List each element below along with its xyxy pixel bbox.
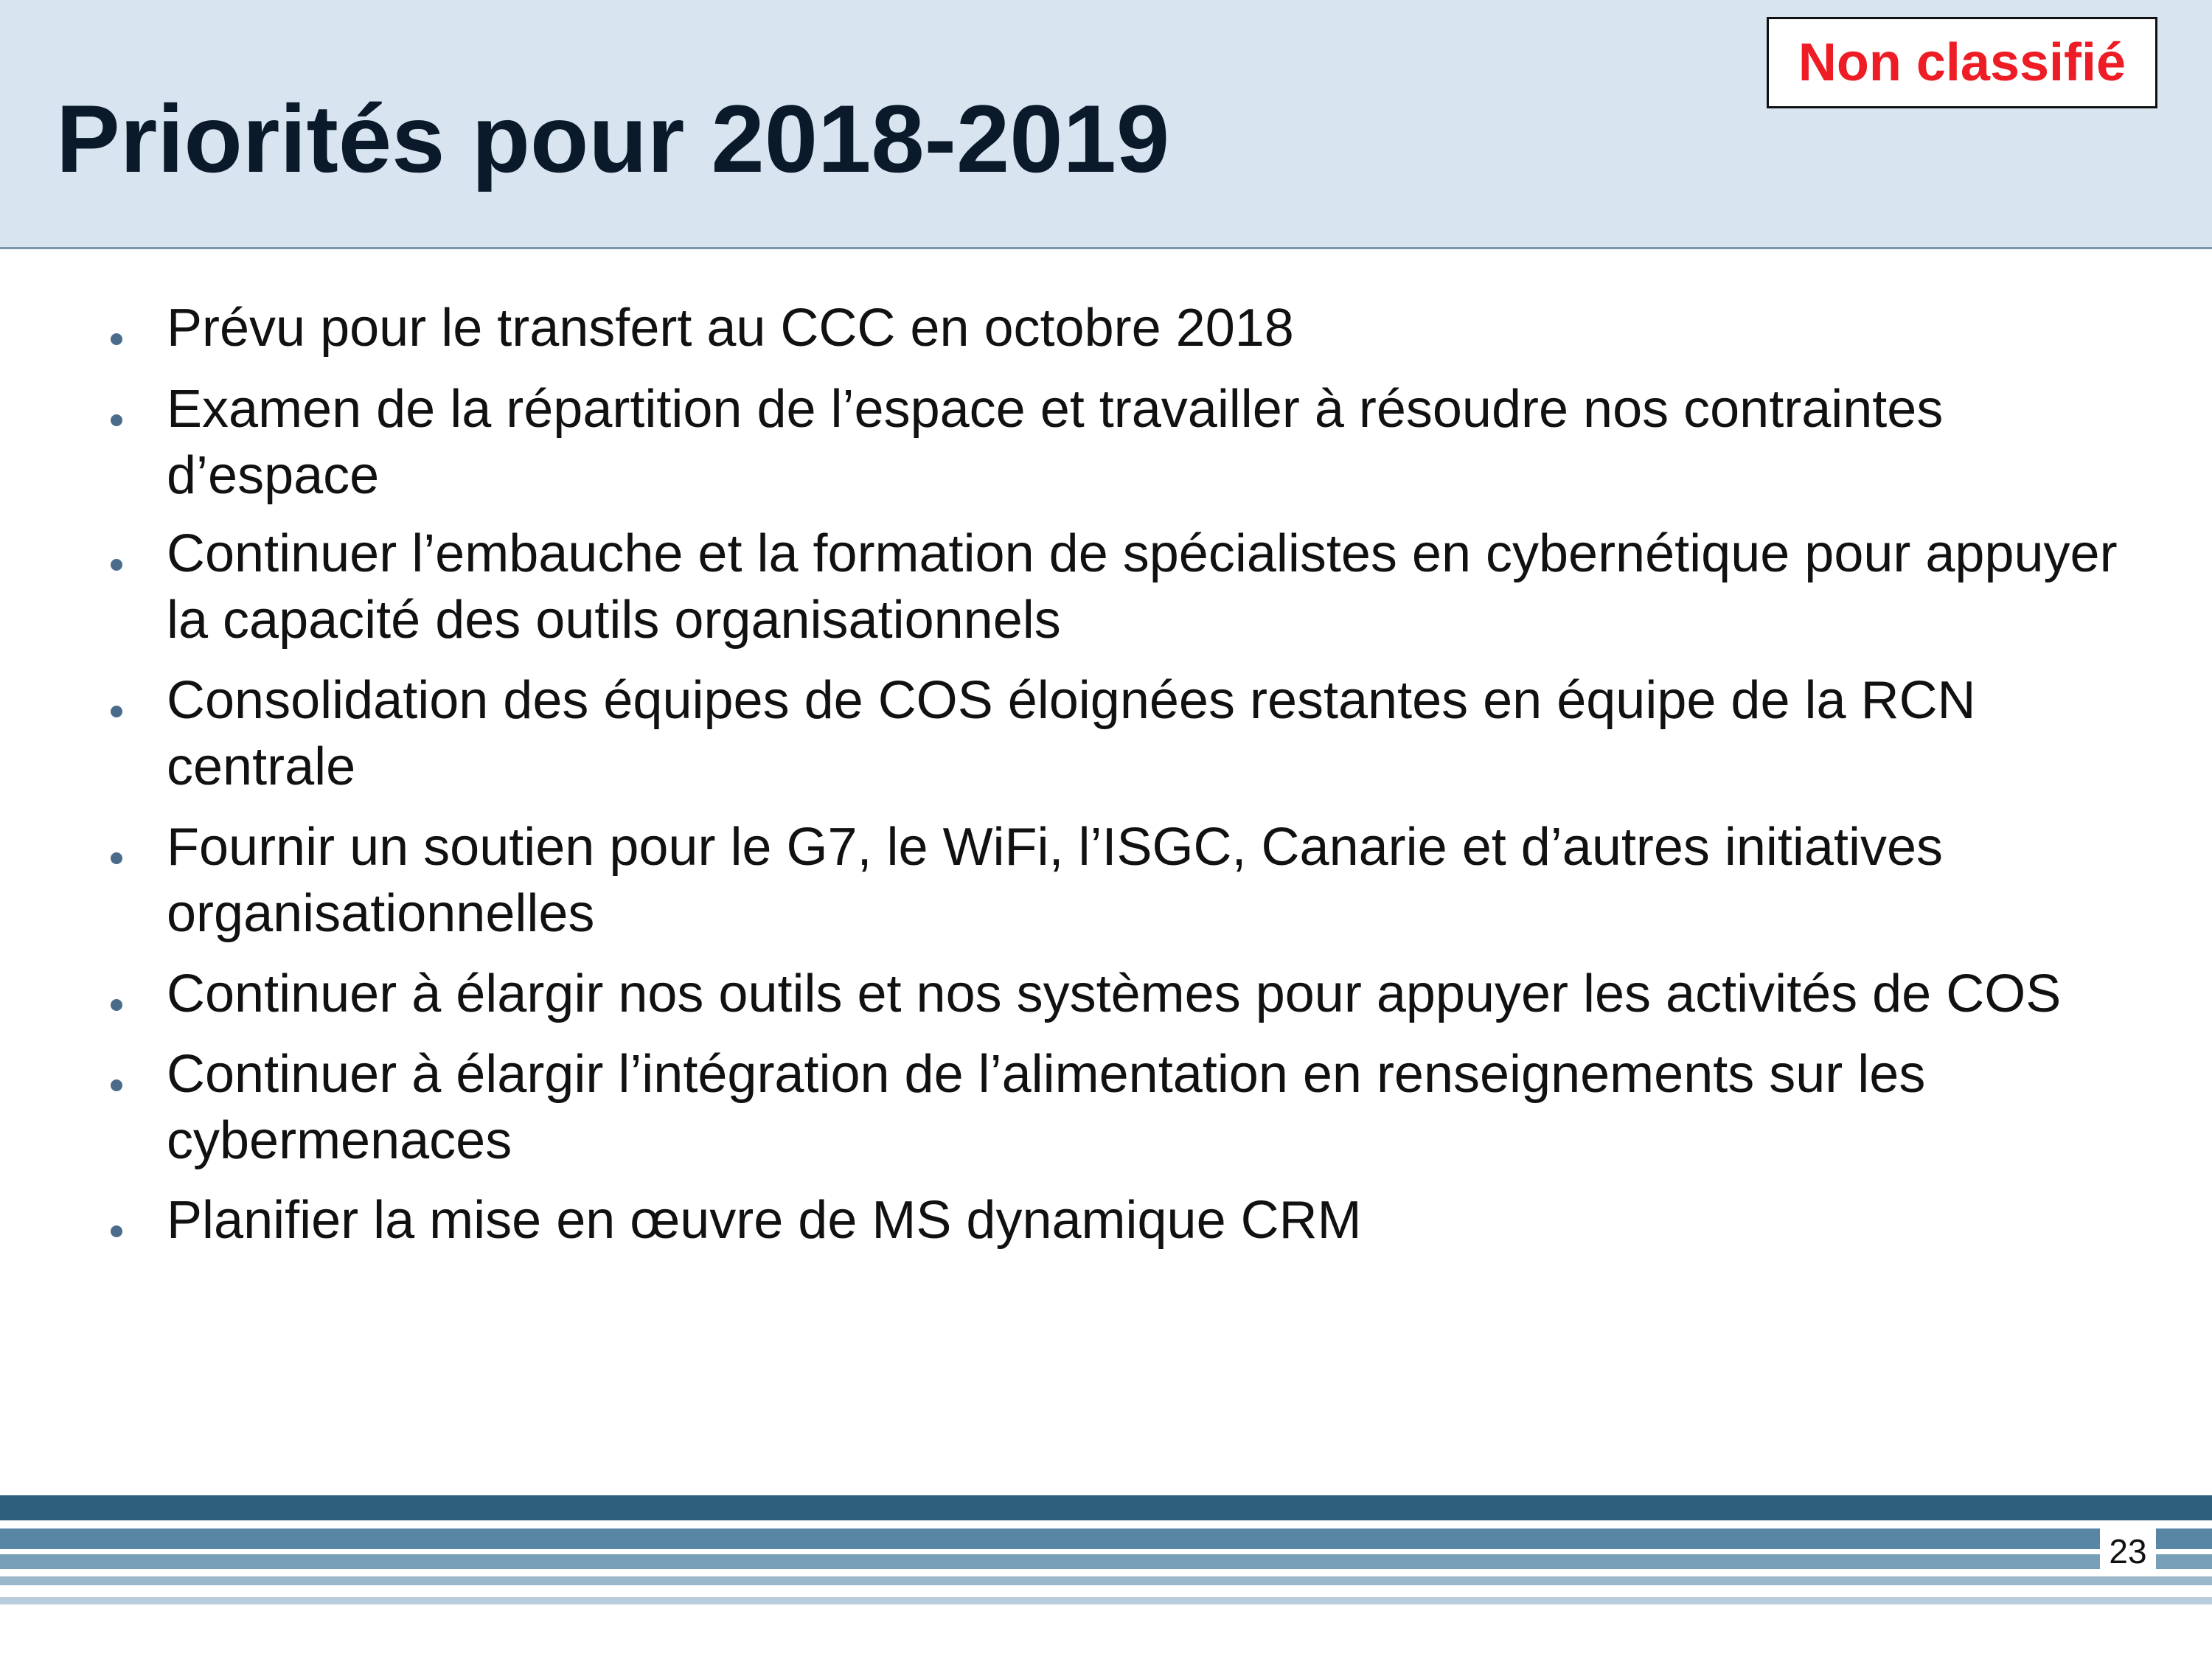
page-number: 23 bbox=[2100, 1528, 2156, 1575]
footer-stripe bbox=[0, 1554, 2212, 1569]
footer-stripe bbox=[0, 1597, 2212, 1604]
bullet-text: Examen de la répartition de l’espace et travailler à résoudre nos contraintes d’espace bbox=[167, 380, 1944, 505]
bullet-icon bbox=[111, 414, 122, 426]
bullet-icon bbox=[111, 559, 122, 571]
bullet-text: Continuer l’embauche et la formation de spécialistes en cybernétique pour appuyer la capacité des outils organisationnels bbox=[167, 524, 2118, 650]
footer-stripe bbox=[0, 1495, 2212, 1520]
slide-title: Priorités pour 2018-2019 bbox=[56, 85, 1170, 192]
bullet-text: Fournir un soutien pour le G7, le WiFi, l’ISGC, Canarie et d’autres initiatives organisationnelles bbox=[167, 818, 1944, 943]
bullet-icon bbox=[111, 1225, 122, 1237]
bullet-icon bbox=[111, 706, 122, 717]
bullet-icon bbox=[111, 333, 122, 345]
footer-stripe bbox=[0, 1528, 2212, 1549]
bullet-icon bbox=[111, 1079, 122, 1091]
bullet-text: Continuer à élargir nos outils et nos systèmes pour appuyer les activités de COS bbox=[167, 964, 2062, 1023]
slide-header bbox=[0, 0, 2212, 249]
classification-label: Non classifié bbox=[1767, 17, 2157, 108]
bullet-icon bbox=[111, 852, 122, 864]
bullet-icon bbox=[111, 999, 122, 1011]
bullet-text: Planifier la mise en œuvre de MS dynamique CRM bbox=[167, 1191, 1362, 1250]
bullet-text: Continuer à élargir l’intégration de l’alimentation en renseignements sur les cybermenaces bbox=[167, 1045, 1926, 1170]
footer-stripe bbox=[0, 1576, 2212, 1585]
bullet-text: Consolidation des équipes de COS éloignées restantes en équipe de la RCN centrale bbox=[167, 671, 1976, 796]
bullet-text: Prévu pour le transfert au CCC en octobre 2018 bbox=[167, 299, 1294, 358]
